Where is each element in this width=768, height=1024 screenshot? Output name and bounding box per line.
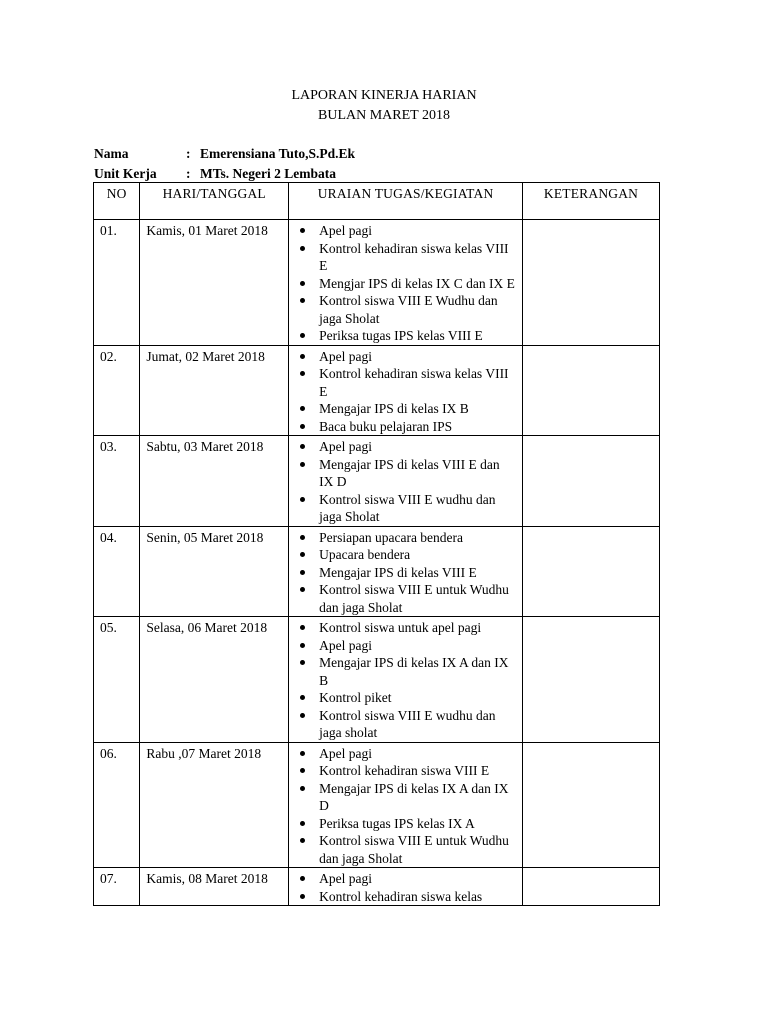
- row-tasks: [289, 617, 523, 743]
- task-list: [295, 222, 516, 345]
- table-row: [94, 868, 660, 906]
- task-list: [295, 619, 516, 742]
- row-date: Rabu ,07 Maret 2018: [140, 742, 289, 868]
- table-row: [94, 345, 660, 436]
- row-tasks: [289, 345, 523, 436]
- task-item: Apel pagi: [319, 637, 516, 655]
- task-item: Mengajar IPS di kelas IX A dan IX B: [319, 654, 516, 689]
- row-note: [523, 436, 660, 527]
- task-item: Kontrol kehadiran siswa VIII E: [319, 762, 516, 780]
- header-no: NO: [94, 183, 140, 220]
- row-note: [523, 868, 660, 906]
- task-item: Kontrol siswa VIII E Wudhu dan jaga Sholat: [319, 292, 516, 327]
- row-date: Sabtu, 03 Maret 2018: [140, 436, 289, 527]
- header-tasks: URAIAN TUGAS/KEGIATAN: [289, 183, 523, 220]
- table-row: [94, 617, 660, 743]
- task-item: Kontrol piket: [319, 689, 516, 707]
- report-title: LAPORAN KINERJA HARIAN: [291, 88, 477, 103]
- row-tasks: [289, 220, 523, 346]
- row-date: Selasa, 06 Maret 2018: [140, 617, 289, 743]
- row-note: [523, 345, 660, 436]
- task-item: Apel pagi: [319, 870, 516, 888]
- table-row: [94, 220, 660, 346]
- task-item: Persiapan upacara bendera: [319, 529, 516, 547]
- row-tasks: [289, 742, 523, 868]
- task-item: Kontrol siswa VIII E wudhu dan jaga Sholat: [319, 491, 516, 526]
- task-item: Kontrol siswa VIII E wudhu dan jaga sholat: [319, 707, 516, 742]
- task-item: Periksa tugas IPS kelas IX A: [319, 815, 516, 833]
- task-item: Mengajar IPS di kelas VIII E dan IX D: [319, 456, 516, 491]
- task-item: Apel pagi: [319, 745, 516, 763]
- unit-line: [94, 166, 336, 182]
- task-item: Baca buku pelajaran IPS: [319, 418, 516, 436]
- row-date: Jumat, 02 Maret 2018: [140, 345, 289, 436]
- task-item: Kontrol siswa untuk apel pagi: [319, 619, 516, 637]
- task-list: [295, 870, 516, 905]
- task-item: Mengajar IPS di kelas VIII E: [319, 564, 516, 582]
- table-row: [94, 742, 660, 868]
- row-date: Senin, 05 Maret 2018: [140, 526, 289, 617]
- name-separator: :: [186, 146, 191, 161]
- row-tasks: [289, 526, 523, 617]
- name-label: Nama: [94, 146, 129, 161]
- header-notes: KETERANGAN: [523, 183, 660, 220]
- row-number: 04.: [94, 526, 140, 617]
- unit-separator: :: [186, 166, 191, 181]
- name-value: Emerensiana Tuto,S.Pd.Ek: [200, 146, 356, 161]
- task-item: Mengajar IPS di kelas IX A dan IX D: [319, 780, 516, 815]
- table-row: [94, 526, 660, 617]
- table-row: [94, 436, 660, 527]
- row-note: [523, 617, 660, 743]
- task-item: Kontrol kehadiran siswa kelas VIII E: [319, 365, 516, 400]
- task-list: [295, 529, 516, 617]
- task-item: Kontrol kehadiran siswa kelas VIII E: [319, 240, 516, 275]
- task-item: Kontrol siswa VIII E untuk Wudhu dan jaga Sholat: [319, 581, 516, 616]
- row-number: 06.: [94, 742, 140, 868]
- task-item: Apel pagi: [319, 348, 516, 366]
- row-tasks: [289, 868, 523, 906]
- task-list: [295, 348, 516, 436]
- row-number: 01.: [94, 220, 140, 346]
- row-date: Kamis, 01 Maret 2018: [140, 220, 289, 346]
- name-line: [94, 146, 355, 162]
- unit-value: MTs. Negeri 2 Lembata: [200, 166, 336, 181]
- row-date: Kamis, 08 Maret 2018: [140, 868, 289, 906]
- task-item: Kontrol kehadiran siswa kelas: [319, 888, 516, 906]
- task-list: [295, 745, 516, 868]
- row-note: [523, 220, 660, 346]
- row-tasks: [289, 436, 523, 527]
- task-list: [295, 438, 516, 526]
- task-item: Kontrol siswa VIII E untuk Wudhu dan jaga Sholat: [319, 832, 516, 867]
- task-item: Mengjar IPS di kelas IX C dan IX E: [319, 275, 515, 291]
- table-header-row: [94, 183, 660, 220]
- header-date: HARI/TANGGAL: [140, 183, 289, 220]
- task-item: Mengajar IPS di kelas IX B: [319, 400, 516, 418]
- row-number: 07.: [94, 868, 140, 906]
- unit-label: Unit Kerja: [94, 166, 157, 181]
- task-item: Apel pagi: [319, 438, 516, 456]
- row-number: 02.: [94, 345, 140, 436]
- row-number: 05.: [94, 617, 140, 743]
- row-note: [523, 526, 660, 617]
- report-subtitle: BULAN MARET 2018: [318, 108, 450, 123]
- task-item: Apel pagi: [319, 222, 516, 240]
- row-note: [523, 742, 660, 868]
- activity-table: [93, 182, 660, 906]
- task-item: Periksa tugas IPS kelas VIII E: [319, 327, 516, 345]
- row-number: 03.: [94, 436, 140, 527]
- task-item: Upacara bendera: [319, 546, 516, 564]
